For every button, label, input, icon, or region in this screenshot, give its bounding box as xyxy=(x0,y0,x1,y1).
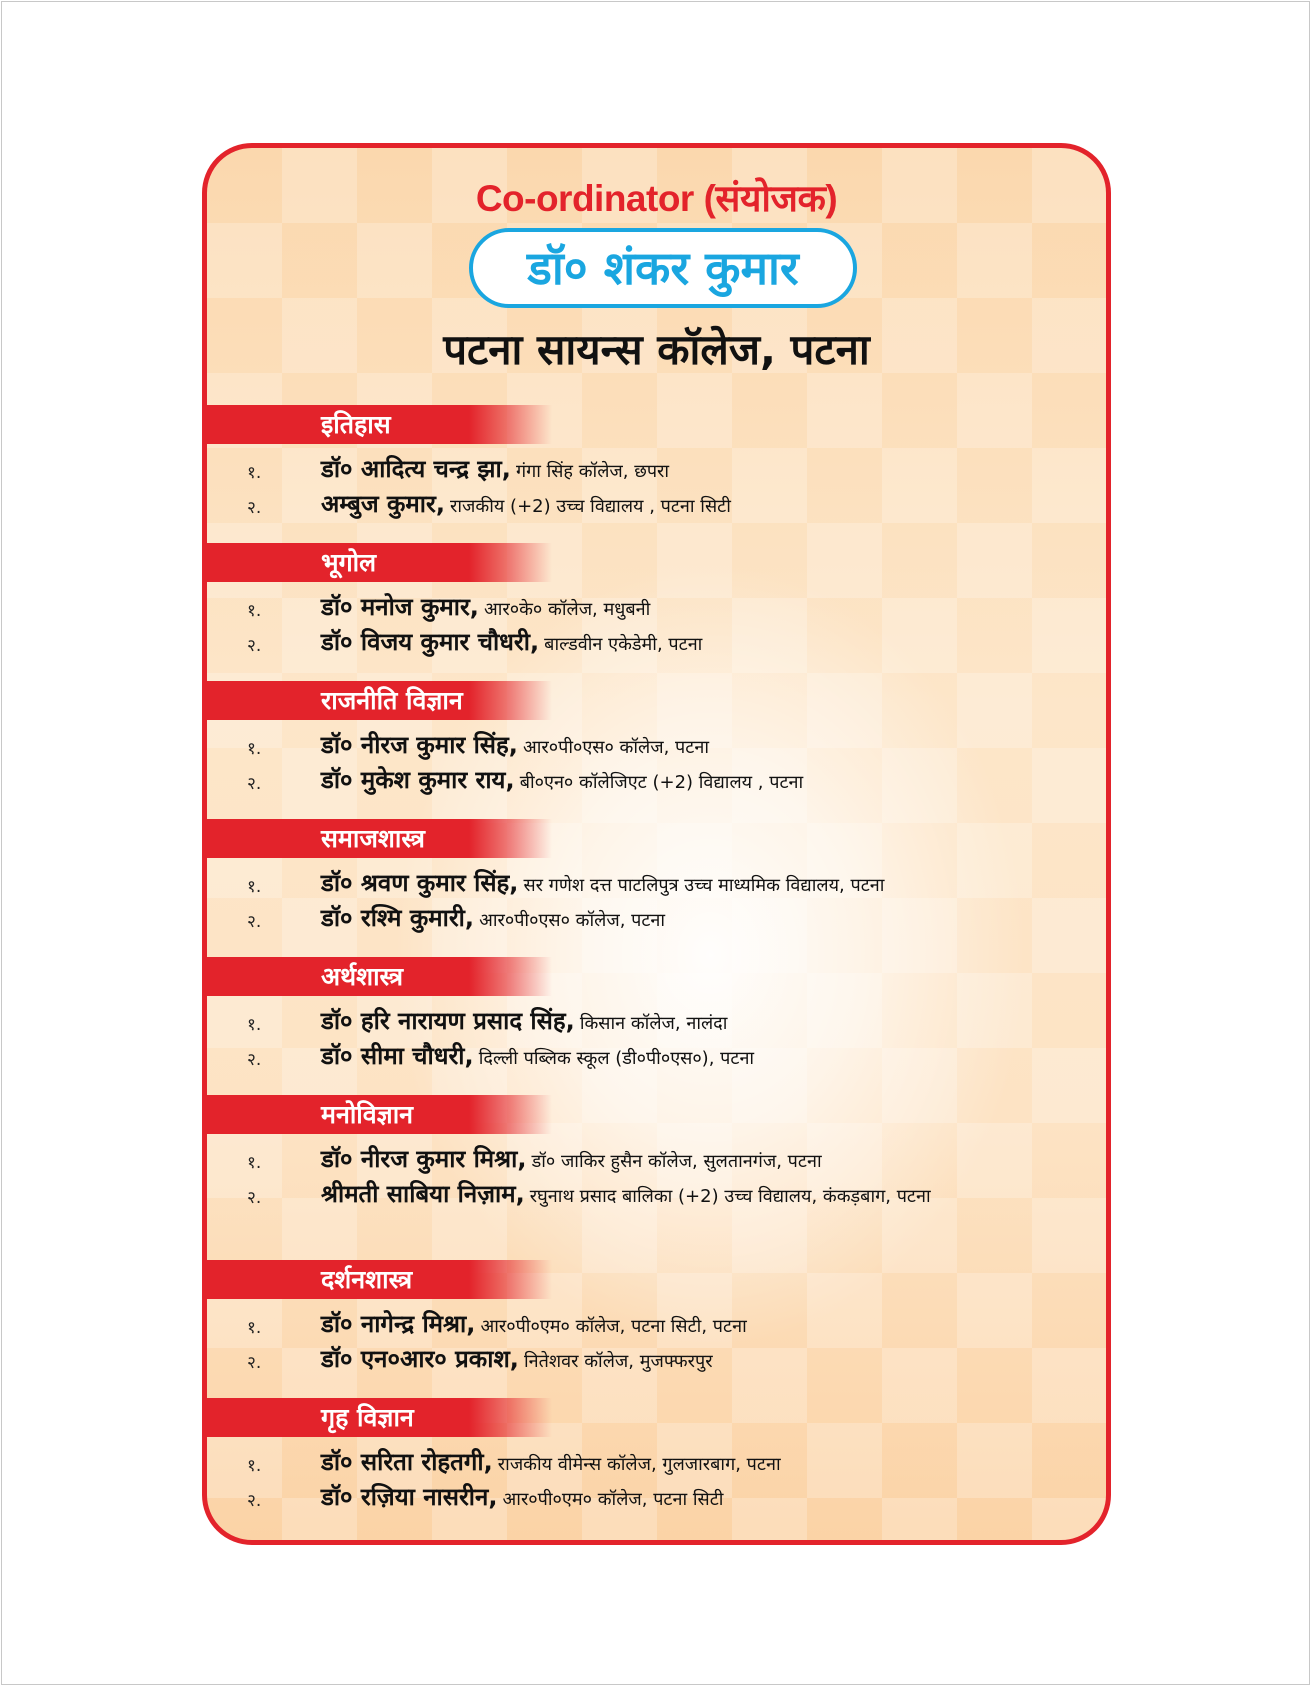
entry-institution: आर०पी०एस० कॉलेज, पटना xyxy=(522,737,709,758)
entry-name: डॉ० श्रवण कुमार सिंह, xyxy=(321,869,519,897)
college-title: पटना सायन्स कॉलेज, पटना xyxy=(443,325,870,374)
entry-name: डॉ० मुकेश कुमार राय, xyxy=(321,766,515,794)
entry-name: डॉ० एन०आर० प्रकाश, xyxy=(321,1345,519,1373)
subject-label: दर्शनशास्त्र xyxy=(321,1265,413,1294)
list-item xyxy=(207,590,1106,625)
entry-institution: रघुनाथ प्रसाद बालिका (+2) उच्च विद्यालय, कंकड़बाग, पटना xyxy=(529,1186,931,1207)
list-item xyxy=(207,728,1106,763)
list-item xyxy=(207,1004,1106,1039)
entry-number: १. xyxy=(247,1153,262,1173)
entry-institution: आर०पी०एम० कॉलेज, पटना सिटी, पटना xyxy=(480,1316,747,1337)
entry-name: डॉ० नीरज कुमार मिश्रा, xyxy=(321,1145,527,1173)
subject-header xyxy=(207,1398,552,1437)
subject-header xyxy=(207,819,552,858)
section-rajniti-vigyan xyxy=(207,681,1106,798)
entry-number: २. xyxy=(247,636,262,656)
section-bhugol xyxy=(207,543,1106,660)
entry-number: १. xyxy=(247,1456,262,1476)
list-item xyxy=(207,1142,1106,1177)
entry-name: डॉ० विजय कुमार चौधरी, xyxy=(321,628,540,656)
list-item xyxy=(207,901,1106,936)
entry-institution: आर०पी०एस० कॉलेज, पटना xyxy=(479,910,666,931)
subject-label: राजनीति विज्ञान xyxy=(321,686,463,715)
section-arthashastra xyxy=(207,957,1106,1074)
entry-institution: दिल्ली पब्लिक स्कूल (डी०पी०एस०), पटना xyxy=(478,1048,755,1069)
subject-header xyxy=(207,957,552,996)
list-item xyxy=(207,487,1106,522)
entry-number: २. xyxy=(247,912,262,932)
list-item xyxy=(207,1307,1106,1342)
subject-header xyxy=(207,1095,552,1134)
list-item xyxy=(207,625,1106,660)
entry-name: डॉ० सरिता रोहतगी, xyxy=(321,1448,493,1476)
list-item xyxy=(207,1039,1106,1074)
entry-name: अम्बुज कुमार, xyxy=(321,490,445,518)
entry-institution: सर गणेश दत्त पाटलिपुत्र उच्च माध्यमिक विद्यालय, पटना xyxy=(523,875,885,896)
entry-number: १. xyxy=(247,601,262,621)
entry-number: १. xyxy=(247,1318,262,1338)
entry-number: १. xyxy=(247,877,262,897)
entry-name: डॉ० हरि नारायण प्रसाद सिंह, xyxy=(321,1007,575,1035)
subject-header xyxy=(207,405,552,444)
list-item xyxy=(207,1177,1106,1212)
entry-number: १. xyxy=(247,1015,262,1035)
entry-name: डॉ० रश्मि कुमारी, xyxy=(321,904,474,932)
list-item xyxy=(207,763,1106,798)
subject-label: गृह विज्ञान xyxy=(321,1403,414,1432)
list-item xyxy=(207,1445,1106,1480)
entry-name: डॉ० आदित्य चन्द्र झा, xyxy=(321,455,511,483)
entry-number: २. xyxy=(247,774,262,794)
subject-label: मनोविज्ञान xyxy=(321,1100,414,1129)
entry-number: १. xyxy=(247,739,262,759)
subject-header xyxy=(207,1260,552,1299)
entry-institution: राजकीय वीमेन्स कॉलेज, गुलजारबाग, पटना xyxy=(497,1454,781,1475)
coordinator-label: Co-ordinator (संयोजक) xyxy=(475,178,838,219)
entry-name: डॉ० मनोज कुमार, xyxy=(321,593,479,621)
entry-name: डॉ० सीमा चौधरी, xyxy=(321,1042,474,1070)
entry-institution: आर०पी०एम० कॉलेज, पटना सिटी xyxy=(502,1489,724,1510)
entry-number: २. xyxy=(247,1353,262,1373)
entry-name: डॉ० रज़िया नासरीन, xyxy=(321,1483,498,1511)
subject-header xyxy=(207,543,552,582)
entry-number: २. xyxy=(247,1050,262,1070)
section-griha-vigyan xyxy=(207,1398,1106,1515)
subject-label: अर्थशास्त्र xyxy=(321,962,404,991)
entry-institution: बी०एन० कॉलेजिएट (+2) विद्यालय , पटना xyxy=(519,772,804,793)
entry-name: श्रीमती साबिया निज़ाम, xyxy=(321,1180,525,1208)
coordinator-card xyxy=(202,143,1111,1545)
entry-number: १. xyxy=(247,463,262,483)
list-item xyxy=(207,866,1106,901)
entry-institution: राजकीय (+2) उच्च विद्यालय , पटना सिटी xyxy=(450,496,731,517)
entry-institution: बाल्डवीन एकेडेमी, पटना xyxy=(544,634,703,655)
section-manovigyan xyxy=(207,1095,1106,1212)
section-itihas xyxy=(207,405,1106,522)
coordinator-name-badge: डॉ० शंकर कुमार xyxy=(469,228,857,308)
section-darshanshastra xyxy=(207,1260,1106,1377)
entry-number: २. xyxy=(247,1188,262,1208)
entry-name: डॉ० नागेन्द्र मिश्रा, xyxy=(321,1310,476,1338)
list-item xyxy=(207,1342,1106,1377)
entry-institution: गंगा सिंह कॉलेज, छपरा xyxy=(515,461,670,482)
entry-number: २. xyxy=(247,1491,262,1511)
list-item xyxy=(207,452,1106,487)
entry-institution: डॉ० जाकिर हुसैन कॉलेज, सुलतानगंज, पटना xyxy=(531,1151,822,1172)
entry-institution: किसान कॉलेज, नालंदा xyxy=(579,1013,728,1034)
list-item xyxy=(207,1480,1106,1515)
entry-number: २. xyxy=(247,498,262,518)
subject-label: समाजशास्त्र xyxy=(321,824,425,853)
subject-header xyxy=(207,681,552,720)
entry-institution: नितेशवर कॉलेज, मुजफ्फरपुर xyxy=(523,1351,713,1372)
subject-label: भूगोल xyxy=(321,548,377,577)
entry-name: डॉ० नीरज कुमार सिंह, xyxy=(321,731,518,759)
section-samajshastra xyxy=(207,819,1106,936)
subject-label: इतिहास xyxy=(321,410,391,439)
entry-institution: आर०के० कॉलेज, मधुबनी xyxy=(483,599,651,620)
